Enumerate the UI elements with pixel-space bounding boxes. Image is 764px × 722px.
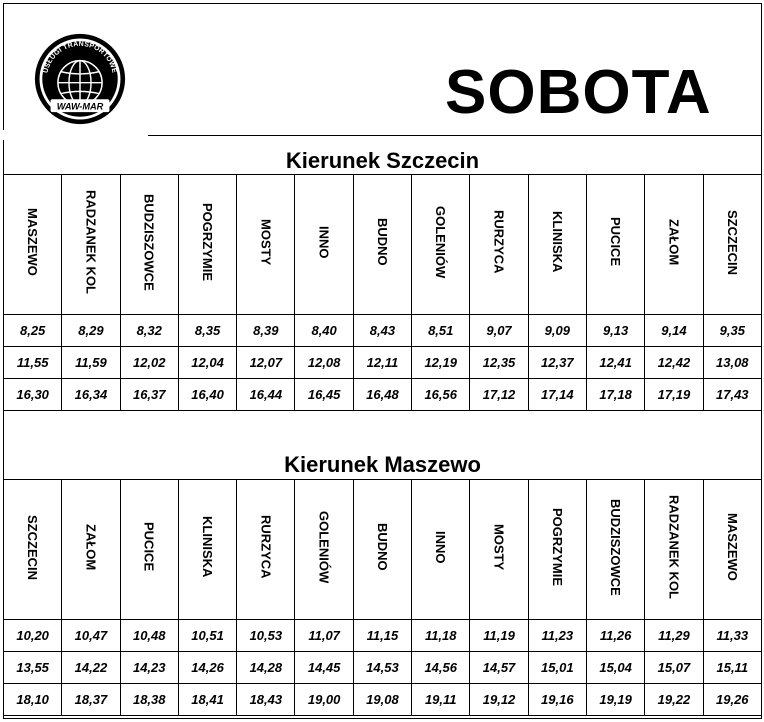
- time-cell: 11,23: [528, 620, 586, 652]
- section-title-szczecin: Kierunek Szczecin: [285, 148, 480, 173]
- time-cell: 19,12: [470, 684, 528, 716]
- table-row: [4, 684, 762, 716]
- time-cell: 13,55: [4, 652, 62, 684]
- time-cell: 8,35: [178, 315, 236, 347]
- time-cell: 15,11: [703, 652, 761, 684]
- time-cell: 9,35: [703, 315, 761, 347]
- stops-header-row: [4, 480, 762, 620]
- time-cell: 19,16: [528, 684, 586, 716]
- table-row: [4, 379, 762, 411]
- time-cell: 15,07: [645, 652, 703, 684]
- time-cell: 11,29: [645, 620, 703, 652]
- section-to-szczecin: [3, 150, 762, 172]
- time-cell: 15,01: [528, 652, 586, 684]
- time-cell: 9,07: [470, 315, 528, 347]
- time-cell: 12,07: [237, 347, 295, 379]
- table-row: [4, 315, 762, 347]
- stop-header: MASZEWO: [4, 175, 62, 315]
- time-cell: 16,34: [62, 379, 120, 411]
- time-cell: 10,47: [62, 620, 120, 652]
- stop-header: RADZANEK KOL: [62, 175, 120, 315]
- stop-header: BUDNO: [353, 480, 411, 620]
- time-cell: 8,51: [412, 315, 470, 347]
- page-title: SOBOTA: [445, 58, 712, 127]
- stop-header: BUDZISZOWCE: [120, 175, 178, 315]
- time-cell: 18,41: [178, 684, 236, 716]
- time-cell: 17,14: [528, 379, 586, 411]
- time-cell: 8,32: [120, 315, 178, 347]
- stop-header: MOSTY: [237, 175, 295, 315]
- time-cell: 14,28: [237, 652, 295, 684]
- time-cell: 12,42: [645, 347, 703, 379]
- time-cell: 16,48: [353, 379, 411, 411]
- stop-header: PUCICE: [120, 480, 178, 620]
- time-cell: 17,18: [586, 379, 644, 411]
- table-row: [4, 620, 762, 652]
- section-title-maszewo: Kierunek Maszewo: [284, 452, 481, 477]
- time-cell: 14,53: [353, 652, 411, 684]
- stop-header: PUCICE: [586, 175, 644, 315]
- time-cell: 14,23: [120, 652, 178, 684]
- stop-header: RURZYCA: [470, 175, 528, 315]
- time-cell: 11,18: [412, 620, 470, 652]
- time-cell: 18,43: [237, 684, 295, 716]
- time-cell: 11,15: [353, 620, 411, 652]
- time-cell: 19,11: [412, 684, 470, 716]
- time-cell: 9,14: [645, 315, 703, 347]
- time-cell: 10,48: [120, 620, 178, 652]
- globe-bus-logo: [34, 33, 126, 125]
- time-cell: 12,37: [528, 347, 586, 379]
- stop-header: GOLENIÓW: [412, 175, 470, 315]
- section-to-maszewo: [3, 454, 762, 476]
- time-cell: 8,40: [295, 315, 353, 347]
- stop-header: ZAŁOM: [62, 480, 120, 620]
- time-cell: 9,09: [528, 315, 586, 347]
- stop-header: MASZEWO: [703, 480, 761, 620]
- time-cell: 11,55: [4, 347, 62, 379]
- stop-header: ZAŁOM: [645, 175, 703, 315]
- time-cell: 13,08: [703, 347, 761, 379]
- stop-header: INNO: [412, 480, 470, 620]
- stop-header: POGRZYMIE: [528, 480, 586, 620]
- time-cell: 14,45: [295, 652, 353, 684]
- time-cell: 8,29: [62, 315, 120, 347]
- stop-header: RURZYCA: [237, 480, 295, 620]
- logo-brand: WAW-MAR: [56, 101, 104, 112]
- logo-arc-text: USŁUGI TRANSPORTOWE: [42, 40, 118, 74]
- time-cell: 10,20: [4, 620, 62, 652]
- table-row: [4, 652, 762, 684]
- time-cell: 16,45: [295, 379, 353, 411]
- time-cell: 10,51: [178, 620, 236, 652]
- time-cell: 17,19: [645, 379, 703, 411]
- timetable-to-szczecin: [3, 174, 762, 411]
- stop-header: SZCZECIN: [4, 480, 62, 620]
- time-cell: 12,41: [586, 347, 644, 379]
- time-cell: 12,08: [295, 347, 353, 379]
- time-cell: 11,33: [703, 620, 761, 652]
- time-cell: 19,00: [295, 684, 353, 716]
- time-cell: 9,13: [586, 315, 644, 347]
- time-cell: 8,43: [353, 315, 411, 347]
- time-cell: 11,26: [586, 620, 644, 652]
- stop-header: KLINISKA: [178, 480, 236, 620]
- time-cell: 19,08: [353, 684, 411, 716]
- time-cell: 11,59: [62, 347, 120, 379]
- time-cell: 12,19: [412, 347, 470, 379]
- time-cell: 18,38: [120, 684, 178, 716]
- time-cell: 14,56: [412, 652, 470, 684]
- time-cell: 16,30: [4, 379, 62, 411]
- time-cell: 19,26: [703, 684, 761, 716]
- time-cell: 19,19: [586, 684, 644, 716]
- time-cell: 16,56: [412, 379, 470, 411]
- stops-header-row: [4, 175, 762, 315]
- time-cell: 8,39: [237, 315, 295, 347]
- time-cell: 16,37: [120, 379, 178, 411]
- time-cell: 12,35: [470, 347, 528, 379]
- time-cell: 12,02: [120, 347, 178, 379]
- time-cell: 14,26: [178, 652, 236, 684]
- stop-header: SZCZECIN: [703, 175, 761, 315]
- time-cell: 12,11: [353, 347, 411, 379]
- time-cell: 18,37: [62, 684, 120, 716]
- stop-header: POGRZYMIE: [178, 175, 236, 315]
- time-cell: 11,19: [470, 620, 528, 652]
- time-cell: 16,40: [178, 379, 236, 411]
- stop-header: MOSTY: [470, 480, 528, 620]
- stop-header: INNO: [295, 175, 353, 315]
- stop-header: KLINISKA: [528, 175, 586, 315]
- time-cell: 14,57: [470, 652, 528, 684]
- table-row: [4, 347, 762, 379]
- time-cell: 11,07: [295, 620, 353, 652]
- time-cell: 10,53: [237, 620, 295, 652]
- time-cell: 14,22: [62, 652, 120, 684]
- stop-header: BUDNO: [353, 175, 411, 315]
- time-cell: 16,44: [237, 379, 295, 411]
- time-cell: 17,12: [470, 379, 528, 411]
- stop-header: BUDZISZOWCE: [586, 480, 644, 620]
- time-cell: 19,22: [645, 684, 703, 716]
- time-cell: 18,10: [4, 684, 62, 716]
- timetable-to-maszewo: [3, 479, 762, 716]
- time-cell: 12,04: [178, 347, 236, 379]
- stop-header: RADZANEK KOL: [645, 480, 703, 620]
- stop-header: GOLENIÓW: [295, 480, 353, 620]
- time-cell: 17,43: [703, 379, 761, 411]
- time-cell: 15,04: [586, 652, 644, 684]
- time-cell: 8,25: [4, 315, 62, 347]
